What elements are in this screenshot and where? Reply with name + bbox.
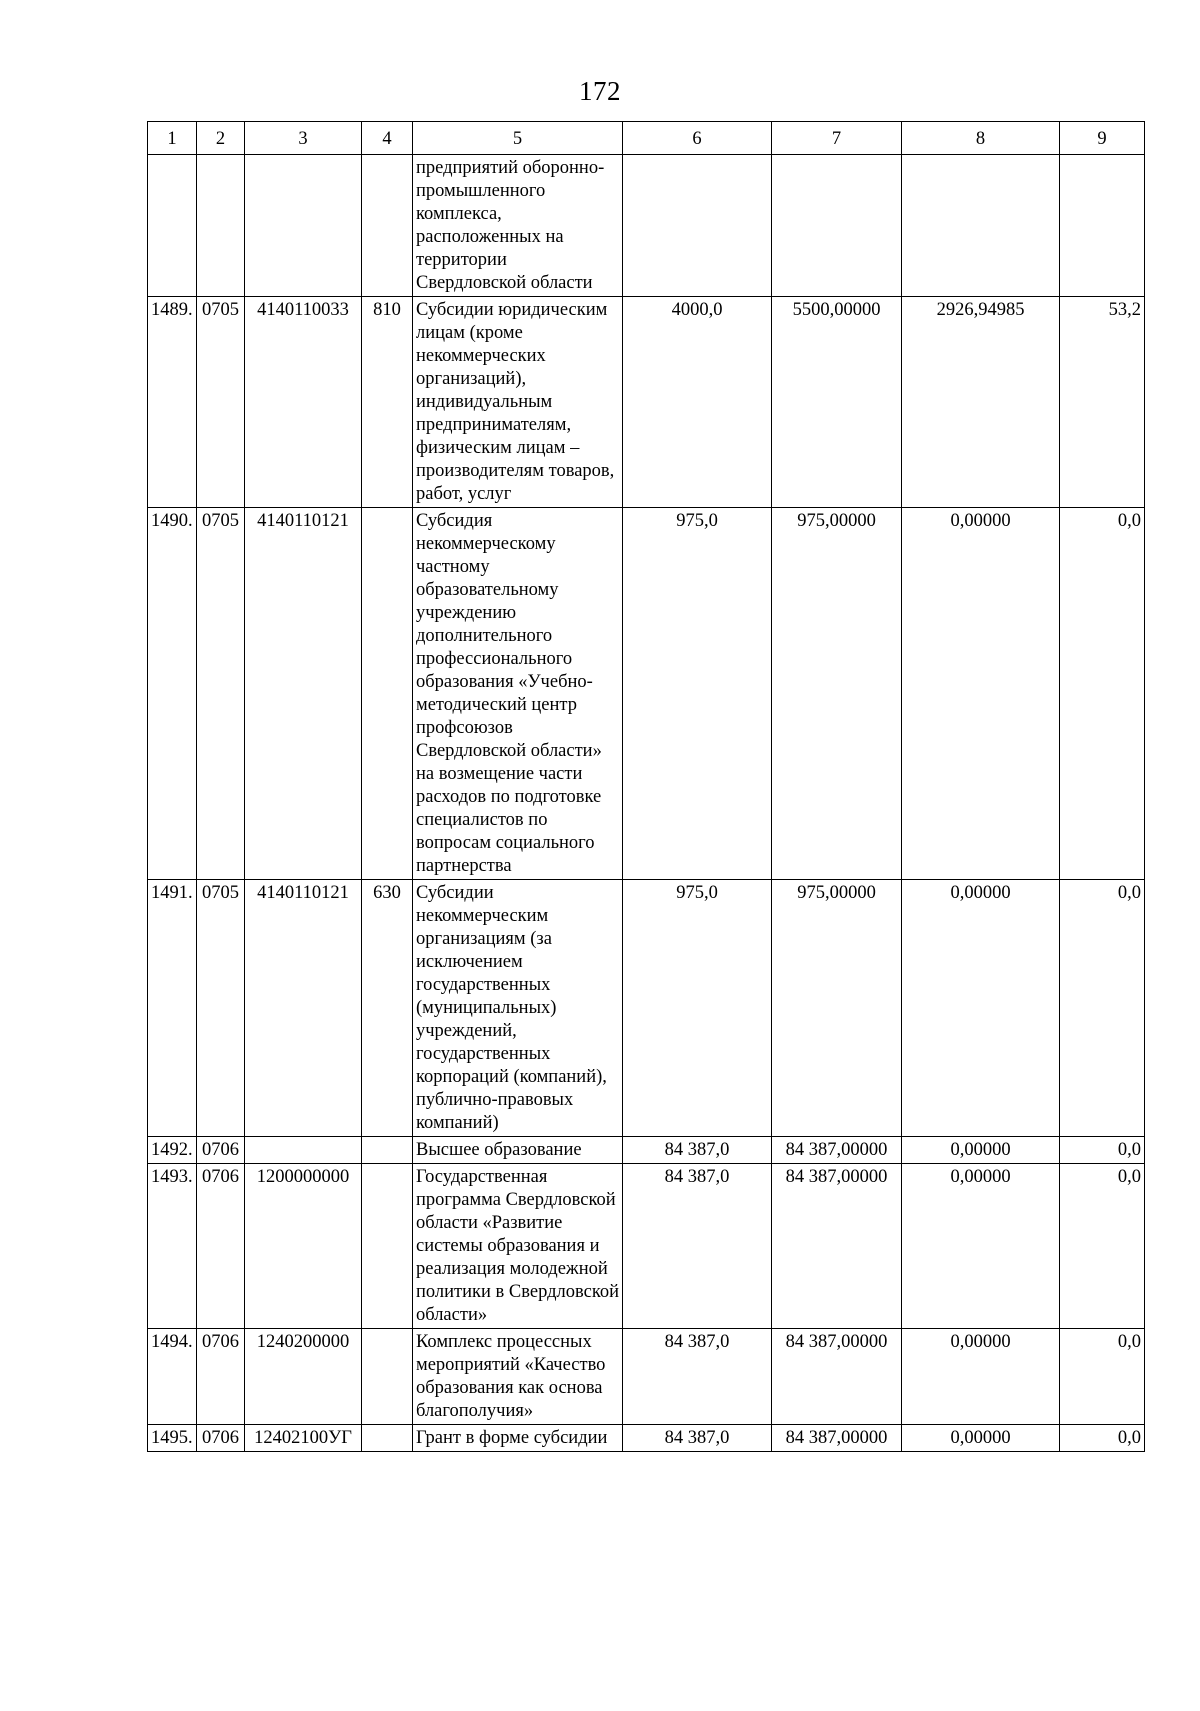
column-header: 3 (245, 122, 362, 155)
plan-amount: 975,0 (623, 508, 772, 880)
column-header: 4 (362, 122, 413, 155)
executed-amount: 2926,94985 (902, 297, 1060, 508)
header-row (148, 122, 1145, 155)
execution-percent: 0,0 (1060, 1425, 1145, 1452)
executed-amount: 0,00000 (902, 1425, 1060, 1452)
expense-type: 630 (362, 880, 413, 1137)
column-header: 5 (413, 122, 623, 155)
expense-type (362, 155, 413, 297)
item-name: Грант в форме субсидии (413, 1425, 623, 1452)
item-name: предприятий оборонно-промышленного комплекса, расположенных на территории Свердловской области (413, 155, 623, 297)
executed-amount: 0,00000 (902, 1164, 1060, 1329)
execution-percent: 0,0 (1060, 508, 1145, 880)
plan-amount: 4000,0 (623, 297, 772, 508)
column-header: 8 (902, 122, 1060, 155)
table-row (148, 1425, 1145, 1452)
expense-type: 810 (362, 297, 413, 508)
section-code: 0706 (197, 1137, 245, 1164)
table-row (148, 297, 1145, 508)
row-number: 1492. (148, 1137, 197, 1164)
executed-amount (902, 155, 1060, 297)
plan-amount: 84 387,0 (623, 1164, 772, 1329)
table-row (148, 1137, 1145, 1164)
page-number: 172 (579, 76, 621, 106)
plan-amount (623, 155, 772, 297)
plan-amount: 975,0 (623, 880, 772, 1137)
approved-amount: 84 387,00000 (772, 1425, 902, 1452)
execution-percent: 0,0 (1060, 1137, 1145, 1164)
column-header: 7 (772, 122, 902, 155)
item-name: Субсидии юридическим лицам (кроме некоммерческих организаций), индивидуальным предпринимателям, физическим лицам – производителям товаров, работ, услуг (413, 297, 623, 508)
target-code: 1200000000 (245, 1164, 362, 1329)
section-code: 0706 (197, 1164, 245, 1329)
item-name: Государственная программа Свердловской области «Развитие системы образования и реализация молодежной политики в Свердловской области» (413, 1164, 623, 1329)
executed-amount: 0,00000 (902, 1329, 1060, 1425)
approved-amount: 975,00000 (772, 880, 902, 1137)
execution-percent: 0,0 (1060, 1329, 1145, 1425)
section-code: 0705 (197, 880, 245, 1137)
table-row (148, 155, 1145, 297)
execution-percent: 0,0 (1060, 1164, 1145, 1329)
approved-amount: 84 387,00000 (772, 1164, 902, 1329)
item-name: Субсидия некоммерческому частному образовательному учреждению дополнительного профессионального образования «Учебно-методический центр профсоюзов Свердловской области» на возмещение части расходов по подготовке специалистов по вопросам социального партнерства (413, 508, 623, 880)
expense-type (362, 1137, 413, 1164)
item-name: Субсидии некоммерческим организациям (за исключением государственных (муниципальных) учреждений, государственных корпораций (компаний), публично-правовых компаний) (413, 880, 623, 1137)
row-number: 1494. (148, 1329, 197, 1425)
table-row (148, 1329, 1145, 1425)
column-header: 1 (148, 122, 197, 155)
expense-type (362, 508, 413, 880)
plan-amount: 84 387,0 (623, 1137, 772, 1164)
expense-type (362, 1329, 413, 1425)
column-header: 2 (197, 122, 245, 155)
target-code (245, 155, 362, 297)
item-name: Комплекс процессных мероприятий «Качество образования как основа благополучия» (413, 1329, 623, 1425)
execution-percent: 0,0 (1060, 880, 1145, 1137)
target-code: 4140110121 (245, 880, 362, 1137)
approved-amount: 975,00000 (772, 508, 902, 880)
row-number: 1491. (148, 880, 197, 1137)
table-row (148, 880, 1145, 1137)
target-code (245, 1137, 362, 1164)
section-code (197, 155, 245, 297)
budget-table (147, 121, 1145, 1452)
target-code: 4140110033 (245, 297, 362, 508)
table-row (148, 508, 1145, 880)
column-header: 9 (1060, 122, 1145, 155)
column-header: 6 (623, 122, 772, 155)
expense-type (362, 1425, 413, 1452)
row-number: 1495. (148, 1425, 197, 1452)
target-code: 1240200000 (245, 1329, 362, 1425)
approved-amount (772, 155, 902, 297)
table-header (148, 122, 1145, 155)
row-number: 1490. (148, 508, 197, 880)
section-code: 0706 (197, 1329, 245, 1425)
section-code: 0705 (197, 297, 245, 508)
target-code: 4140110121 (245, 508, 362, 880)
executed-amount: 0,00000 (902, 1137, 1060, 1164)
table-row (148, 1164, 1145, 1329)
approved-amount: 5500,00000 (772, 297, 902, 508)
target-code: 12402100УГ (245, 1425, 362, 1452)
section-code: 0706 (197, 1425, 245, 1452)
approved-amount: 84 387,00000 (772, 1137, 902, 1164)
section-code: 0705 (197, 508, 245, 880)
expense-type (362, 1164, 413, 1329)
row-number (148, 155, 197, 297)
row-number: 1493. (148, 1164, 197, 1329)
approved-amount: 84 387,00000 (772, 1329, 902, 1425)
plan-amount: 84 387,0 (623, 1329, 772, 1425)
row-number: 1489. (148, 297, 197, 508)
executed-amount: 0,00000 (902, 880, 1060, 1137)
executed-amount: 0,00000 (902, 508, 1060, 880)
execution-percent (1060, 155, 1145, 297)
execution-percent: 53,2 (1060, 297, 1145, 508)
item-name: Высшее образование (413, 1137, 623, 1164)
table-body (148, 155, 1145, 1452)
plan-amount: 84 387,0 (623, 1425, 772, 1452)
